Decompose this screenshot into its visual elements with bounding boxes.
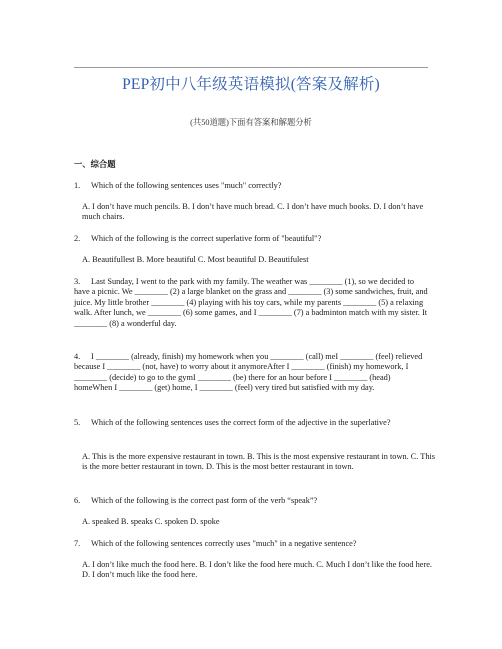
question-text: Which of the following sentences uses "much" correctly?	[91, 181, 282, 190]
question-2-options: A. Beautifullest B. More beautiful C. Most beautiful D. Beautifulest	[82, 255, 309, 264]
question-text: I ________ (already, finish) my homework when you ________ (call) meI ________ (feel) relieved because I ________ (not, have) to worry about it anymoreAfter I ________ (finish) my homework, I ________ (decide) to go to the gymI ________ (be) there for an hour before I ________ (head) homeWhen I ________ (get) home, I ________ (feel) very tired but satisfied with my day.	[74, 352, 423, 393]
question-1	[74, 181, 430, 191]
question-number: 2.	[74, 234, 81, 243]
question-text: Which of the following is the correct superlative form of "beautiful"?	[91, 234, 322, 243]
question-1-options: A. I don’t have much pencils. B. I don’t have much bread. C. I don’t have much books. D. I don’t have much chairs.	[82, 202, 424, 222]
question-text: Which of the following sentences correctly uses "much" in a negative sentence?	[91, 539, 357, 548]
question-2	[74, 234, 430, 244]
question-6	[74, 496, 430, 506]
question-text: Last Sunday, I went to the park with my family. The weather was ________ (1), so we decided to have a picnic. We ________ (2) a large blanket on the grass and ________ (3) some sandwiches, fruit, and juice. My little brother ________ (4) playing with his toy cars, while my parents ________ (5) a relaxing walk. After lunch, we ________ (6) some games, and I ________ (7) a badminton match with my sister. It ________ (8) a wonderful day.	[74, 277, 428, 328]
section-heading: 一、综合题	[74, 159, 116, 169]
question-text: Which of the following is the correct past form of the verb “speak”?	[91, 496, 318, 505]
question-7-options: A. I don’t like much the food here. B. I don’t like the food here much. C. Much I don’t like the food here. D. I don’t much like the food here.	[82, 560, 433, 580]
question-number: 4.	[74, 352, 81, 361]
page-subtitle: (共50道题)下面有答案和解题分析	[190, 118, 312, 127]
question-7	[74, 539, 430, 549]
question-3	[74, 277, 430, 329]
question-number: 1.	[74, 181, 81, 190]
title-rule	[74, 67, 428, 68]
question-5	[74, 418, 430, 428]
question-5-options: A. This is the more expensive restaurant in town. B. This is the most expensive restaurant in town. C. This is the more better restaurant in town. D. This is the most better restaurant in town.	[82, 452, 436, 472]
page-title: PEP初中八年级英语模拟(答案及解析)	[122, 76, 380, 93]
question-text: Which of the following sentences uses the correct form of the adjective in the superlative?	[91, 418, 391, 427]
question-number: 6.	[74, 496, 81, 505]
question-number: 3.	[74, 277, 81, 286]
question-number: 5.	[74, 418, 81, 427]
question-4	[74, 352, 430, 394]
question-number: 7.	[74, 539, 81, 548]
question-6-options: A. speaked B. speaks C. spoken D. spoke	[82, 517, 220, 526]
